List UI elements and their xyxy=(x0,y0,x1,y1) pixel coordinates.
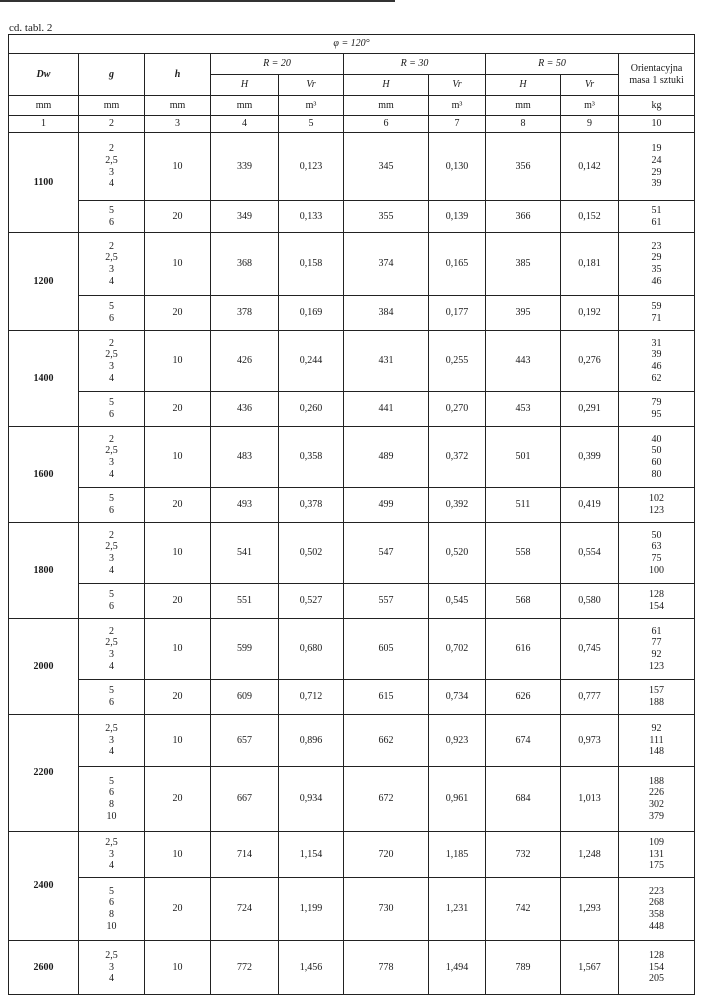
H-r50-cell: 568 xyxy=(486,584,561,619)
H-r50-cell: 789 xyxy=(486,941,561,995)
Vr-header: Vr xyxy=(429,75,486,96)
h-header: h xyxy=(145,54,211,96)
table-row xyxy=(9,296,695,331)
column-number-cell: 4 xyxy=(211,116,279,133)
V-r30-cell: 1,231 xyxy=(429,878,486,941)
wall-thickness-cell: 2 2,5 3 4 xyxy=(79,233,145,296)
wall-thickness-cell: 5 6 8 10 xyxy=(79,767,145,832)
table-row xyxy=(9,488,695,523)
V-r50-cell: 0,419 xyxy=(561,488,619,523)
height-h-cell: 10 xyxy=(145,331,211,392)
height-h-cell: 20 xyxy=(145,680,211,715)
mass-cell: 23 29 35 46 xyxy=(619,233,695,296)
H-r30-cell: 355 xyxy=(344,201,429,233)
V-r50-cell: 0,152 xyxy=(561,201,619,233)
V-r30-cell: 0,545 xyxy=(429,584,486,619)
diameter-cell: 1800 xyxy=(9,523,79,619)
V-r50-cell: 0,291 xyxy=(561,392,619,427)
column-number-cell: 6 xyxy=(344,116,429,133)
V-r50-cell: 0,399 xyxy=(561,427,619,488)
H-header: H xyxy=(211,75,279,96)
H-r20-cell: 714 xyxy=(211,832,279,878)
mass-cell: 128 154 205 xyxy=(619,941,695,995)
H-r30-cell: 778 xyxy=(344,941,429,995)
column-number-cell: 8 xyxy=(486,116,561,133)
V-r20-cell: 0,502 xyxy=(279,523,344,584)
H-r20-cell: 609 xyxy=(211,680,279,715)
H-header: H xyxy=(486,75,561,96)
H-r30-cell: 345 xyxy=(344,133,429,201)
V-r20-cell: 0,158 xyxy=(279,233,344,296)
V-r20-cell: 1,456 xyxy=(279,941,344,995)
V-r20-cell: 0,133 xyxy=(279,201,344,233)
V-r20-cell: 0,896 xyxy=(279,715,344,767)
V-r50-cell: 1,248 xyxy=(561,832,619,878)
V-r30-cell: 0,372 xyxy=(429,427,486,488)
table-row xyxy=(9,832,695,878)
column-numbers-row xyxy=(9,116,695,133)
column-number-cell: 2 xyxy=(79,116,145,133)
table-row xyxy=(9,133,695,201)
data-table xyxy=(8,34,695,995)
unit-cell: mm xyxy=(9,96,79,116)
V-r20-cell: 0,358 xyxy=(279,427,344,488)
table-caption: cd. tabl. 2 xyxy=(9,22,53,34)
mass-cell: 109 131 175 xyxy=(619,832,695,878)
H-r20-cell: 541 xyxy=(211,523,279,584)
column-number-cell: 1 xyxy=(9,116,79,133)
V-r30-cell: 0,130 xyxy=(429,133,486,201)
V-r50-cell: 0,181 xyxy=(561,233,619,296)
V-r30-cell: 0,165 xyxy=(429,233,486,296)
wall-thickness-cell: 5 6 8 10 xyxy=(79,878,145,941)
H-r20-cell: 667 xyxy=(211,767,279,832)
g-header: g xyxy=(79,54,145,96)
table-row xyxy=(9,715,695,767)
H-r20-cell: 339 xyxy=(211,133,279,201)
height-h-cell: 10 xyxy=(145,133,211,201)
diameter-cell: 2200 xyxy=(9,715,79,832)
V-r30-cell: 0,734 xyxy=(429,680,486,715)
diameter-cell: 2600 xyxy=(9,941,79,995)
column-number-cell: 10 xyxy=(619,116,695,133)
wall-thickness-cell: 5 6 xyxy=(79,392,145,427)
angle-header: φ = 120° xyxy=(9,35,695,54)
V-r30-cell: 0,702 xyxy=(429,619,486,680)
wall-thickness-cell: 2 2,5 3 4 xyxy=(79,619,145,680)
V-r50-cell: 0,580 xyxy=(561,584,619,619)
V-r50-cell: 1,293 xyxy=(561,878,619,941)
unit-cell: mm xyxy=(486,96,561,116)
column-number-cell: 7 xyxy=(429,116,486,133)
V-r30-cell: 0,177 xyxy=(429,296,486,331)
diameter-cell: 1600 xyxy=(9,427,79,523)
units-row xyxy=(9,96,695,116)
table-row xyxy=(9,233,695,296)
diameter-cell: 2000 xyxy=(9,619,79,715)
H-r30-cell: 384 xyxy=(344,296,429,331)
V-r30-cell: 1,185 xyxy=(429,832,486,878)
V-r20-cell: 0,169 xyxy=(279,296,344,331)
column-number-cell: 9 xyxy=(561,116,619,133)
H-r20-cell: 378 xyxy=(211,296,279,331)
wall-thickness-cell: 2,5 3 4 xyxy=(79,832,145,878)
V-r20-cell: 0,934 xyxy=(279,767,344,832)
H-r50-cell: 732 xyxy=(486,832,561,878)
V-r50-cell: 0,777 xyxy=(561,680,619,715)
H-r50-cell: 626 xyxy=(486,680,561,715)
unit-cell: m³ xyxy=(279,96,344,116)
r20-header: R = 20 xyxy=(211,54,344,75)
mass-cell: 50 63 75 100 xyxy=(619,523,695,584)
mass-cell: 51 61 xyxy=(619,201,695,233)
wall-thickness-cell: 2,5 3 4 xyxy=(79,941,145,995)
V-r20-cell: 0,244 xyxy=(279,331,344,392)
H-r30-cell: 557 xyxy=(344,584,429,619)
r50-header: R = 50 xyxy=(486,54,619,75)
mass-cell: 157 188 xyxy=(619,680,695,715)
height-h-cell: 20 xyxy=(145,392,211,427)
V-r50-cell: 0,142 xyxy=(561,133,619,201)
H-r30-cell: 441 xyxy=(344,392,429,427)
height-h-cell: 10 xyxy=(145,941,211,995)
H-r30-cell: 499 xyxy=(344,488,429,523)
diameter-cell: 1400 xyxy=(9,331,79,427)
H-r30-cell: 730 xyxy=(344,878,429,941)
V-r30-cell: 0,392 xyxy=(429,488,486,523)
V-r20-cell: 1,154 xyxy=(279,832,344,878)
V-r20-cell: 0,378 xyxy=(279,488,344,523)
H-r50-cell: 395 xyxy=(486,296,561,331)
H-r20-cell: 493 xyxy=(211,488,279,523)
H-r50-cell: 443 xyxy=(486,331,561,392)
V-r20-cell: 1,199 xyxy=(279,878,344,941)
height-h-cell: 20 xyxy=(145,878,211,941)
H-r50-cell: 558 xyxy=(486,523,561,584)
mass-cell: 40 50 60 80 xyxy=(619,427,695,488)
wall-thickness-cell: 5 6 xyxy=(79,584,145,619)
height-h-cell: 10 xyxy=(145,523,211,584)
diameter-cell: 2400 xyxy=(9,832,79,941)
mass-cell: 31 39 46 62 xyxy=(619,331,695,392)
wall-thickness-cell: 5 6 xyxy=(79,488,145,523)
height-h-cell: 10 xyxy=(145,619,211,680)
unit-cell: kg xyxy=(619,96,695,116)
table-row xyxy=(9,680,695,715)
V-r30-cell: 1,494 xyxy=(429,941,486,995)
H-header: H xyxy=(344,75,429,96)
H-r20-cell: 599 xyxy=(211,619,279,680)
H-r50-cell: 684 xyxy=(486,767,561,832)
V-r30-cell: 0,139 xyxy=(429,201,486,233)
mass-cell: 102 123 xyxy=(619,488,695,523)
H-r50-cell: 385 xyxy=(486,233,561,296)
H-r50-cell: 453 xyxy=(486,392,561,427)
H-r20-cell: 724 xyxy=(211,878,279,941)
H-r30-cell: 605 xyxy=(344,619,429,680)
H-r20-cell: 657 xyxy=(211,715,279,767)
H-r20-cell: 436 xyxy=(211,392,279,427)
table-row xyxy=(9,878,695,941)
V-r20-cell: 0,123 xyxy=(279,133,344,201)
H-r50-cell: 674 xyxy=(486,715,561,767)
H-r20-cell: 772 xyxy=(211,941,279,995)
height-h-cell: 10 xyxy=(145,233,211,296)
unit-cell: mm xyxy=(79,96,145,116)
H-r30-cell: 374 xyxy=(344,233,429,296)
table-row xyxy=(9,427,695,488)
table-row xyxy=(9,941,695,995)
H-r50-cell: 511 xyxy=(486,488,561,523)
H-r30-cell: 720 xyxy=(344,832,429,878)
column-number-cell: 5 xyxy=(279,116,344,133)
V-r50-cell: 1,567 xyxy=(561,941,619,995)
H-r20-cell: 426 xyxy=(211,331,279,392)
height-h-cell: 10 xyxy=(145,427,211,488)
mass-cell: 61 77 92 123 xyxy=(619,619,695,680)
height-h-cell: 20 xyxy=(145,488,211,523)
diameter-cell: 1200 xyxy=(9,233,79,331)
table-row xyxy=(9,201,695,233)
H-r30-cell: 662 xyxy=(344,715,429,767)
height-h-cell: 10 xyxy=(145,832,211,878)
wall-thickness-cell: 2 2,5 3 4 xyxy=(79,331,145,392)
Vr-header: Vr xyxy=(279,75,344,96)
H-r50-cell: 366 xyxy=(486,201,561,233)
H-r50-cell: 356 xyxy=(486,133,561,201)
H-r20-cell: 368 xyxy=(211,233,279,296)
V-r30-cell: 0,923 xyxy=(429,715,486,767)
height-h-cell: 20 xyxy=(145,584,211,619)
wall-thickness-cell: 2,5 3 4 xyxy=(79,715,145,767)
unit-cell: mm xyxy=(145,96,211,116)
V-r30-cell: 0,270 xyxy=(429,392,486,427)
wall-thickness-cell: 5 6 xyxy=(79,296,145,331)
top-rule xyxy=(0,0,395,2)
V-r30-cell: 0,255 xyxy=(429,331,486,392)
mass-cell: 19 24 29 39 xyxy=(619,133,695,201)
wall-thickness-cell: 2 2,5 3 4 xyxy=(79,523,145,584)
wall-thickness-cell: 5 6 xyxy=(79,680,145,715)
table-row xyxy=(9,523,695,584)
H-r30-cell: 615 xyxy=(344,680,429,715)
unit-cell: mm xyxy=(344,96,429,116)
H-r20-cell: 551 xyxy=(211,584,279,619)
H-r50-cell: 616 xyxy=(486,619,561,680)
wall-thickness-cell: 2 2,5 3 4 xyxy=(79,427,145,488)
mass-cell: 188 226 302 379 xyxy=(619,767,695,832)
V-r30-cell: 0,961 xyxy=(429,767,486,832)
V-r20-cell: 0,712 xyxy=(279,680,344,715)
table-row xyxy=(9,767,695,832)
H-r50-cell: 742 xyxy=(486,878,561,941)
mass-header: Orientacyjna masa 1 sztuki xyxy=(619,54,695,96)
height-h-cell: 10 xyxy=(145,715,211,767)
table-body xyxy=(9,133,695,995)
table-row xyxy=(9,584,695,619)
unit-cell: m³ xyxy=(561,96,619,116)
height-h-cell: 20 xyxy=(145,296,211,331)
table-head xyxy=(9,35,695,133)
mass-cell: 92 111 148 xyxy=(619,715,695,767)
table-row xyxy=(9,392,695,427)
height-h-cell: 20 xyxy=(145,767,211,832)
V-r50-cell: 0,745 xyxy=(561,619,619,680)
diameter-cell: 1100 xyxy=(9,133,79,233)
V-r50-cell: 0,973 xyxy=(561,715,619,767)
V-r50-cell: 1,013 xyxy=(561,767,619,832)
H-r20-cell: 349 xyxy=(211,201,279,233)
mass-cell: 79 95 xyxy=(619,392,695,427)
H-r30-cell: 489 xyxy=(344,427,429,488)
V-r50-cell: 0,192 xyxy=(561,296,619,331)
H-r30-cell: 672 xyxy=(344,767,429,832)
column-number-cell: 3 xyxy=(145,116,211,133)
table-row xyxy=(9,619,695,680)
wall-thickness-cell: 2 2,5 3 4 xyxy=(79,133,145,201)
mass-cell: 128 154 xyxy=(619,584,695,619)
r30-header: R = 30 xyxy=(344,54,486,75)
unit-cell: mm xyxy=(211,96,279,116)
mass-cell: 223 268 358 448 xyxy=(619,878,695,941)
dw-header: Dw xyxy=(9,54,79,96)
wall-thickness-cell: 5 6 xyxy=(79,201,145,233)
Vr-header: Vr xyxy=(561,75,619,96)
V-r30-cell: 0,520 xyxy=(429,523,486,584)
V-r50-cell: 0,554 xyxy=(561,523,619,584)
V-r50-cell: 0,276 xyxy=(561,331,619,392)
V-r20-cell: 0,260 xyxy=(279,392,344,427)
H-r30-cell: 431 xyxy=(344,331,429,392)
H-r20-cell: 483 xyxy=(211,427,279,488)
H-r30-cell: 547 xyxy=(344,523,429,584)
V-r20-cell: 0,680 xyxy=(279,619,344,680)
mass-cell: 59 71 xyxy=(619,296,695,331)
V-r20-cell: 0,527 xyxy=(279,584,344,619)
unit-cell: m³ xyxy=(429,96,486,116)
H-r50-cell: 501 xyxy=(486,427,561,488)
height-h-cell: 20 xyxy=(145,201,211,233)
table-row xyxy=(9,331,695,392)
